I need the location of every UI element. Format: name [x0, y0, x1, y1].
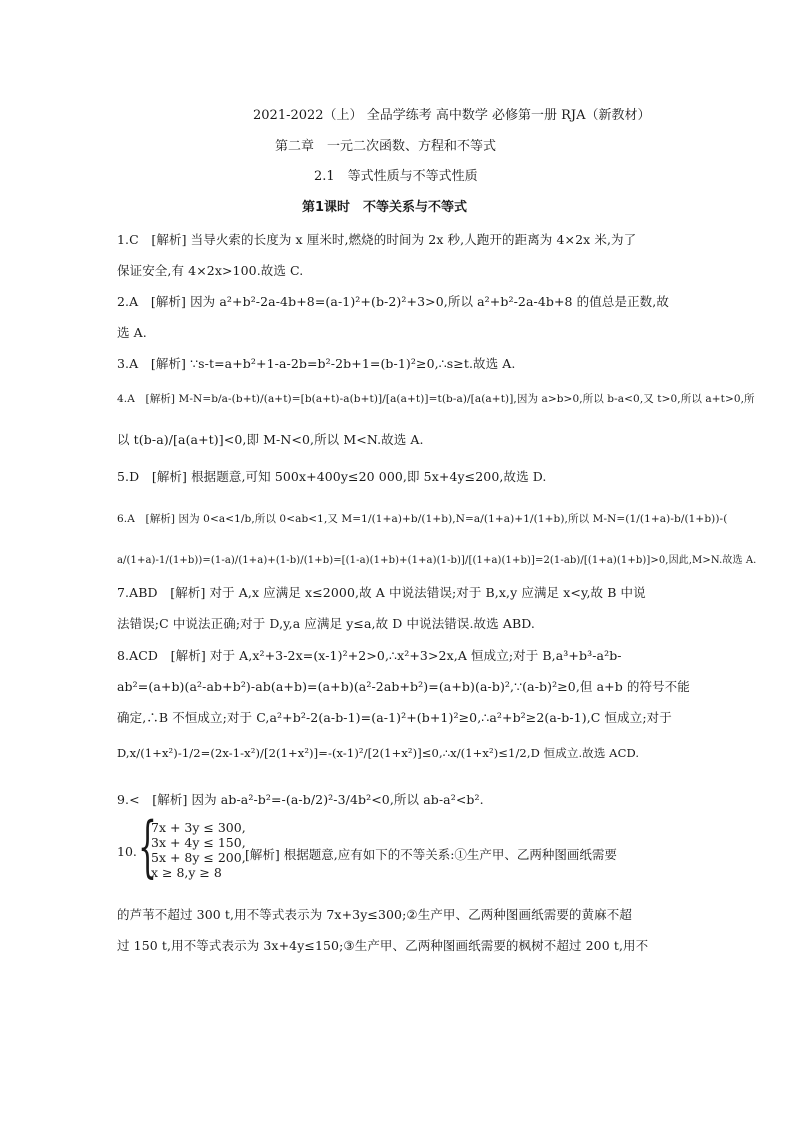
answer-line: 9.< [解析] 因为 ab-a²-b²=-(a-b/2)²-3/4b²<0,所以 ab-a²<b².	[117, 792, 484, 807]
inequality-system	[117, 808, 246, 885]
lesson-title: 第1课时 不等关系与不等式	[302, 200, 468, 215]
answer-line: 6.A [解析] 因为 0<a<1/b,所以 0<ab<1,又 M=1/(1+a)+b/(1+b),N=a/(1+a)+1/(1+b),所以 M-N=(1/(1+a)-b/(1+b))-(	[117, 513, 728, 525]
system-row: 5x + 8y ≤ 200,	[151, 850, 246, 865]
answer-line: 选 A.	[117, 325, 147, 340]
system-row: 3x + 4y ≤ 150,	[151, 835, 246, 850]
chapter-title: 第二章 一元二次函数、方程和不等式	[275, 139, 497, 154]
answer-line: 7.ABD [解析] 对于 A,x 应满足 x≤2000,故 A 中说法错误;对于 B,x,y 应满足 x<y,故 B 中说	[117, 585, 646, 600]
answer-line: ab²=(a+b)(a²-ab+b²)-ab(a+b)=(a+b)(a²-2ab+b²)=(a+b)(a-b)²,∵(a-b)²≥0,但 a+b 的符号不能	[117, 679, 690, 694]
answer-line: 保证安全,有 4×2x>100.故选 C.	[117, 263, 304, 278]
answer-line: 法错误;C 中说法正确;对于 D,y,a 应满足 y≤a,故 D 中说法错误.故选 ABD.	[117, 616, 535, 631]
left-brace: {	[138, 808, 157, 885]
answer-line: 确定,∴B 不恒成立;对于 C,a²+b²-2(a-b-1)=(a-1)²+(b+1)²≥0,∴a²+b²≥2(a-b-1),C 恒成立;对于	[117, 710, 672, 725]
answer-line: [解析] 根据题意,应有如下的不等关系:①生产甲、乙两种图画纸需要	[245, 847, 617, 862]
answer-line: 以 t(b-a)/[a(a+t)]<0,即 M-N<0,所以 M<N.故选 A.	[117, 432, 424, 447]
answer-line: 5.D [解析] 根据题意,可知 500x+400y≤20 000,即 5x+4y≤200,故选 D.	[117, 469, 547, 484]
answer-line: 4.A [解析] M-N=b/a-(b+t)/(a+t)=[b(a+t)-a(b+t)]/[a(a+t)]=t(b-a)/[a(a+t)],因为 a>b>0,所以 b-a<0,又 t>0,所以 a+t>0,所	[117, 393, 755, 405]
question-number: 10.	[117, 844, 137, 859]
answer-line: 3.A [解析] ∵s-t=a+b²+1-a-2b=b²-2b+1=(b-1)²≥0,∴s≥t.故选 A.	[117, 356, 516, 371]
answer-line: 2.A [解析] 因为 a²+b²-2a-4b+8=(a-1)²+(b-2)²+3>0,所以 a²+b²-2a-4b+8 的值总是正数,故	[117, 294, 669, 309]
section-title: 2.1 等式性质与不等式性质	[314, 169, 478, 184]
system-row: 7x + 3y ≤ 300,	[151, 820, 246, 835]
answer-line: 1.C [解析] 当导火索的长度为 x 厘米时,燃烧的时间为 2x 秒,人跑开的距离为 4×2x 米,为了	[117, 232, 637, 247]
answer-line: 8.ACD [解析] 对于 A,x²+3-2x=(x-1)²+2>0,∴x²+3>2x,A 恒成立;对于 B,a³+b³-a²b-	[117, 648, 622, 663]
book-title: 2021-2022（上） 全品学练考 高中数学 必修第一册 RJA（新教材）	[253, 108, 651, 123]
answer-line: D,x/(1+x²)-1/2=(2x-1-x²)/[2(1+x²)]=-(x-1)²/[2(1+x²)]≤0,∴x/(1+x²)≤1/2,D 恒成立.故选 ACD.	[117, 746, 640, 760]
answer-line: a/(1+a)-1/(1+b))=(1-a)/(1+a)+(1-b)/(1+b)=[(1-a)(1+b)+(1+a)(1-b)]/[(1+a)(1+b)]=2(1-ab)/[(1+a)(1+b)]>0,因此,M>N.故选 A.	[117, 555, 757, 566]
system-row: x ≥ 8,y ≥ 8	[151, 865, 222, 880]
answer-line: 的芦苇不超过 300 t,用不等式表示为 7x+3y≤300;②生产甲、乙两种图画纸需要的黄麻不超	[117, 907, 632, 922]
answer-line: 过 150 t,用不等式表示为 3x+4y≤150;③生产甲、乙两种图画纸需要的枫树不超过 200 t,用不	[117, 938, 649, 953]
